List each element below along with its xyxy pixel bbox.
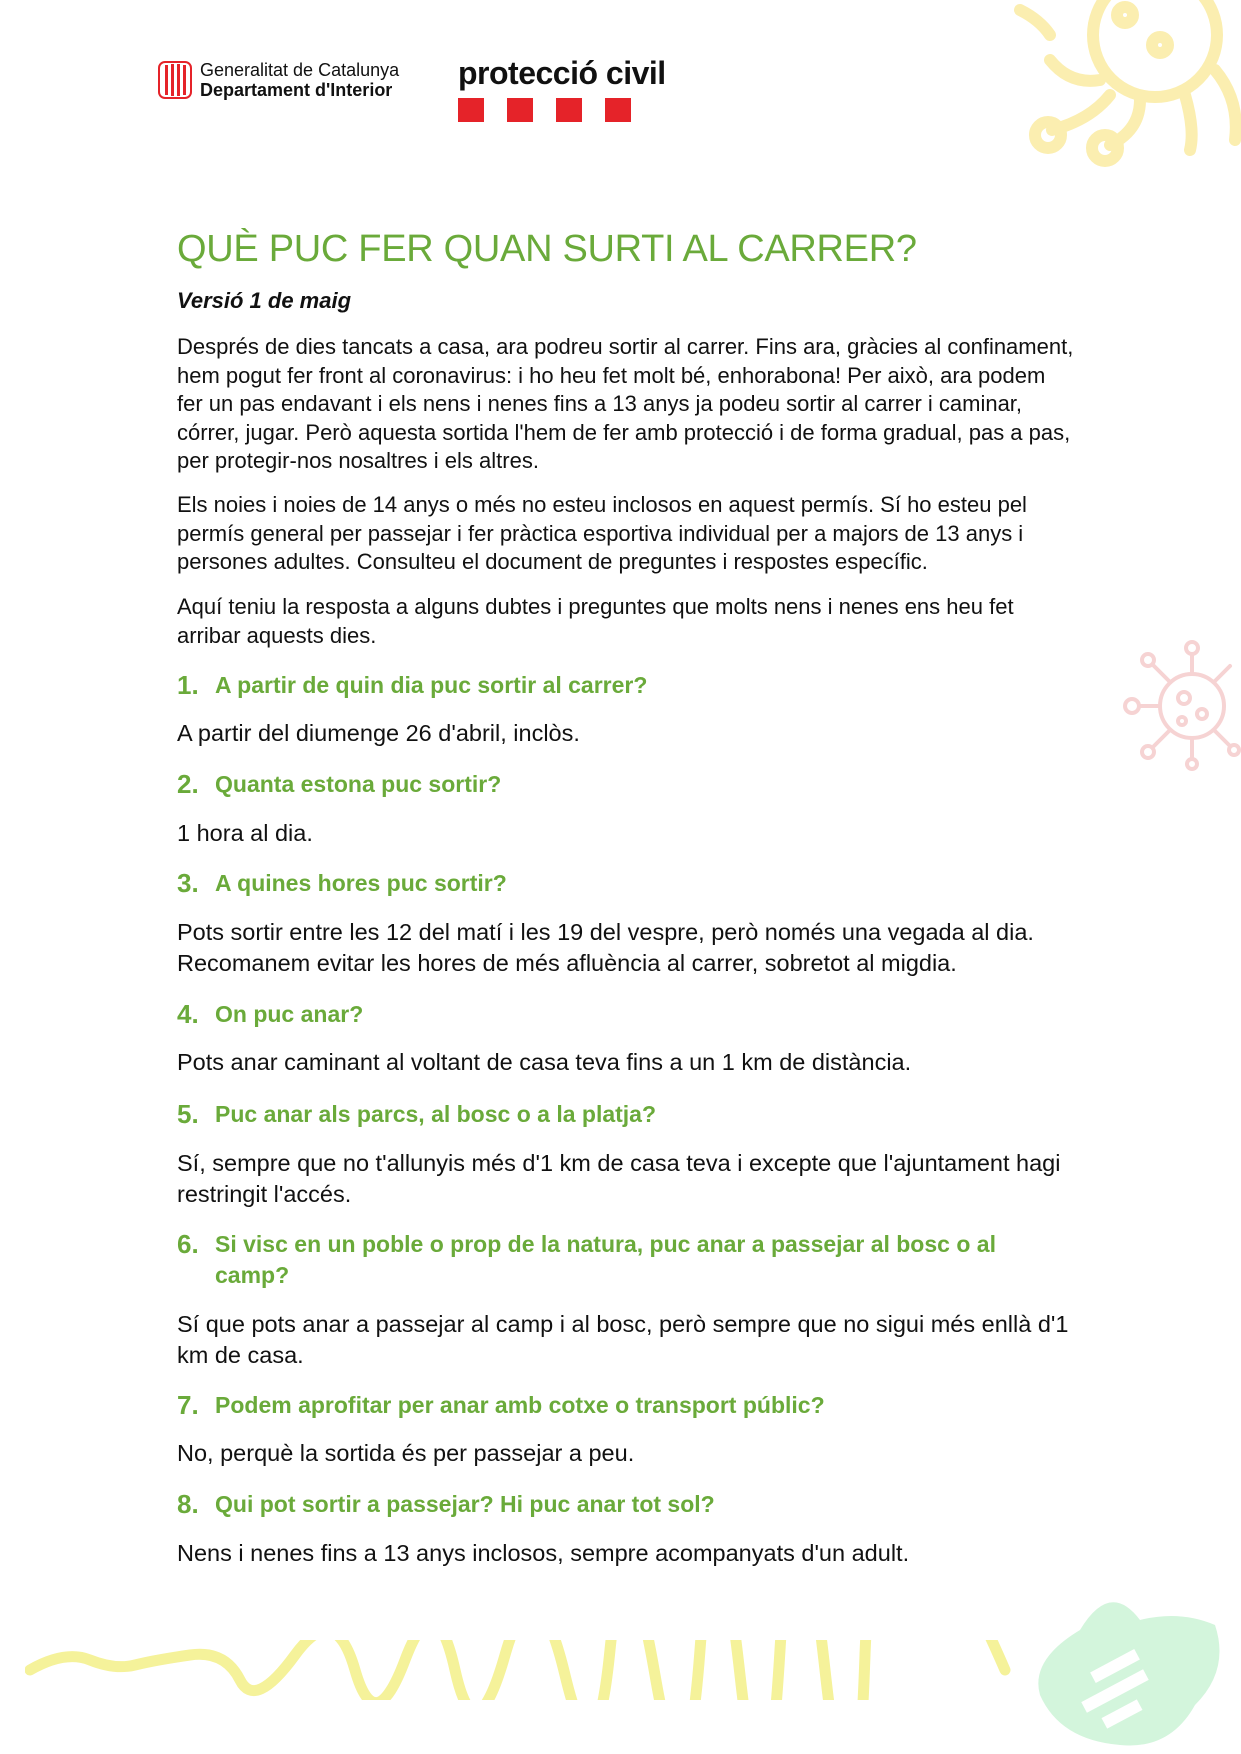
question-number: 7.: [177, 1390, 199, 1420]
question-3: [177, 868, 1057, 899]
virus-decoration-icon: [990, 0, 1241, 175]
senyera-icon: [158, 61, 192, 99]
page-title: QUÈ PUC FER QUAN SURTI AL CARRER?: [177, 228, 917, 270]
answer-7: No, perquè la sortida és per passejar a peu.: [177, 1440, 635, 1466]
wave-decoration: [25, 1640, 1025, 1700]
answer-5: Sí, sempre que no t'allunyis més d'1 km de casa teva i excepte que l'ajuntament hagi restringit l'accés.: [177, 1150, 1061, 1207]
red-bars-icon: [458, 98, 666, 122]
question-number: 1.: [177, 670, 199, 700]
question-6: [177, 1229, 1057, 1291]
question-2: [177, 769, 1057, 800]
answer-3: Pots sortir entre les 12 del matí i les 19 del vespre, però només una vegada al dia. Recomanem evitar les hores de més afluència al carrer, sobretot al migdia.: [177, 919, 1034, 976]
answer-2: 1 hora al dia.: [177, 820, 313, 846]
answer-8: Nens i nenes fins a 13 anys inclosos, sempre acompanyats d'un adult.: [177, 1540, 910, 1566]
question-1: [177, 670, 1057, 701]
version-label: Versió 1 de maig: [177, 288, 352, 313]
question-5: [177, 1099, 1057, 1130]
generalitat-name: Generalitat de Catalunya: [200, 60, 400, 80]
intro-paragraph: Després de dies tancats a casa, ara podreu sortir al carrer. Fins ara, gràcies al confinament, hem pogut fer front al coronavirus: i ho heu fet molt bé, enhorabona! Per això, ara podem fer un pas endavant i els nens i nenes fins a 13 anys ja podeu sortir al carrer i caminar, córrer, jugar. Però aquesta sortida l'hem de fer amb protecció i de forma gradual, pas a pas, per protegir-nos nosaltres i els altres.: [177, 334, 1074, 473]
question-text: On puc anar?: [215, 1001, 364, 1027]
intro-paragraph: Aquí teniu la resposta a alguns dubtes i preguntes que molts nens i nenes ens heu fet arribar aquests dies.: [177, 594, 1014, 648]
question-text: Qui pot sortir a passejar? Hi puc anar tot sol?: [215, 1491, 715, 1517]
question-number: 4.: [177, 999, 199, 1029]
question-text: A partir de quin dia puc sortir al carrer?: [215, 672, 648, 698]
question-text: Quanta estona puc sortir?: [215, 771, 502, 797]
question-text: A quines hores puc sortir?: [215, 870, 507, 896]
proteccio-civil-title: protecció civil: [458, 55, 666, 91]
question-4: [177, 999, 1057, 1030]
question-text: Si visc en un poble o prop de la natura, puc anar a passejar al bosc o al camp?: [215, 1231, 996, 1288]
proteccio-civil-logo: [458, 55, 666, 122]
question-number: 8.: [177, 1489, 199, 1519]
answer-1: A partir del diumenge 26 d'abril, inclòs.: [177, 720, 580, 746]
generalitat-logo: [158, 60, 399, 100]
department-name: Departament d'Interior: [200, 80, 393, 100]
question-number: 5.: [177, 1099, 199, 1129]
intro-paragraph: Els noies i noies de 14 anys o més no esteu inclosos en aquest permís. Sí ho esteu pel permís general per passejar i fer pràctica esportiva individual per a majors de 13 anys i persones adultes. Consulteu el document de preguntes i respostes específic.: [177, 492, 1027, 574]
virus-decoration-pink-icon: [1112, 636, 1241, 776]
question-number: 3.: [177, 868, 199, 898]
answer-4: Pots anar caminant al voltant de casa teva fins a un 1 km de distància.: [177, 1049, 912, 1075]
question-text: Puc anar als parcs, al bosc o a la platja?: [215, 1101, 657, 1127]
question-number: 2.: [177, 769, 199, 799]
question-text: Podem aprofitar per anar amb cotxe o transport públic?: [215, 1392, 825, 1418]
question-number: 6.: [177, 1229, 199, 1259]
question-7: [177, 1390, 1057, 1421]
face-mask-icon: [1020, 1600, 1235, 1750]
answer-6: Sí que pots anar a passejar al camp i al bosc, però sempre que no sigui més enllà d'1 km de casa.: [177, 1311, 1069, 1368]
question-8: [177, 1489, 1057, 1520]
